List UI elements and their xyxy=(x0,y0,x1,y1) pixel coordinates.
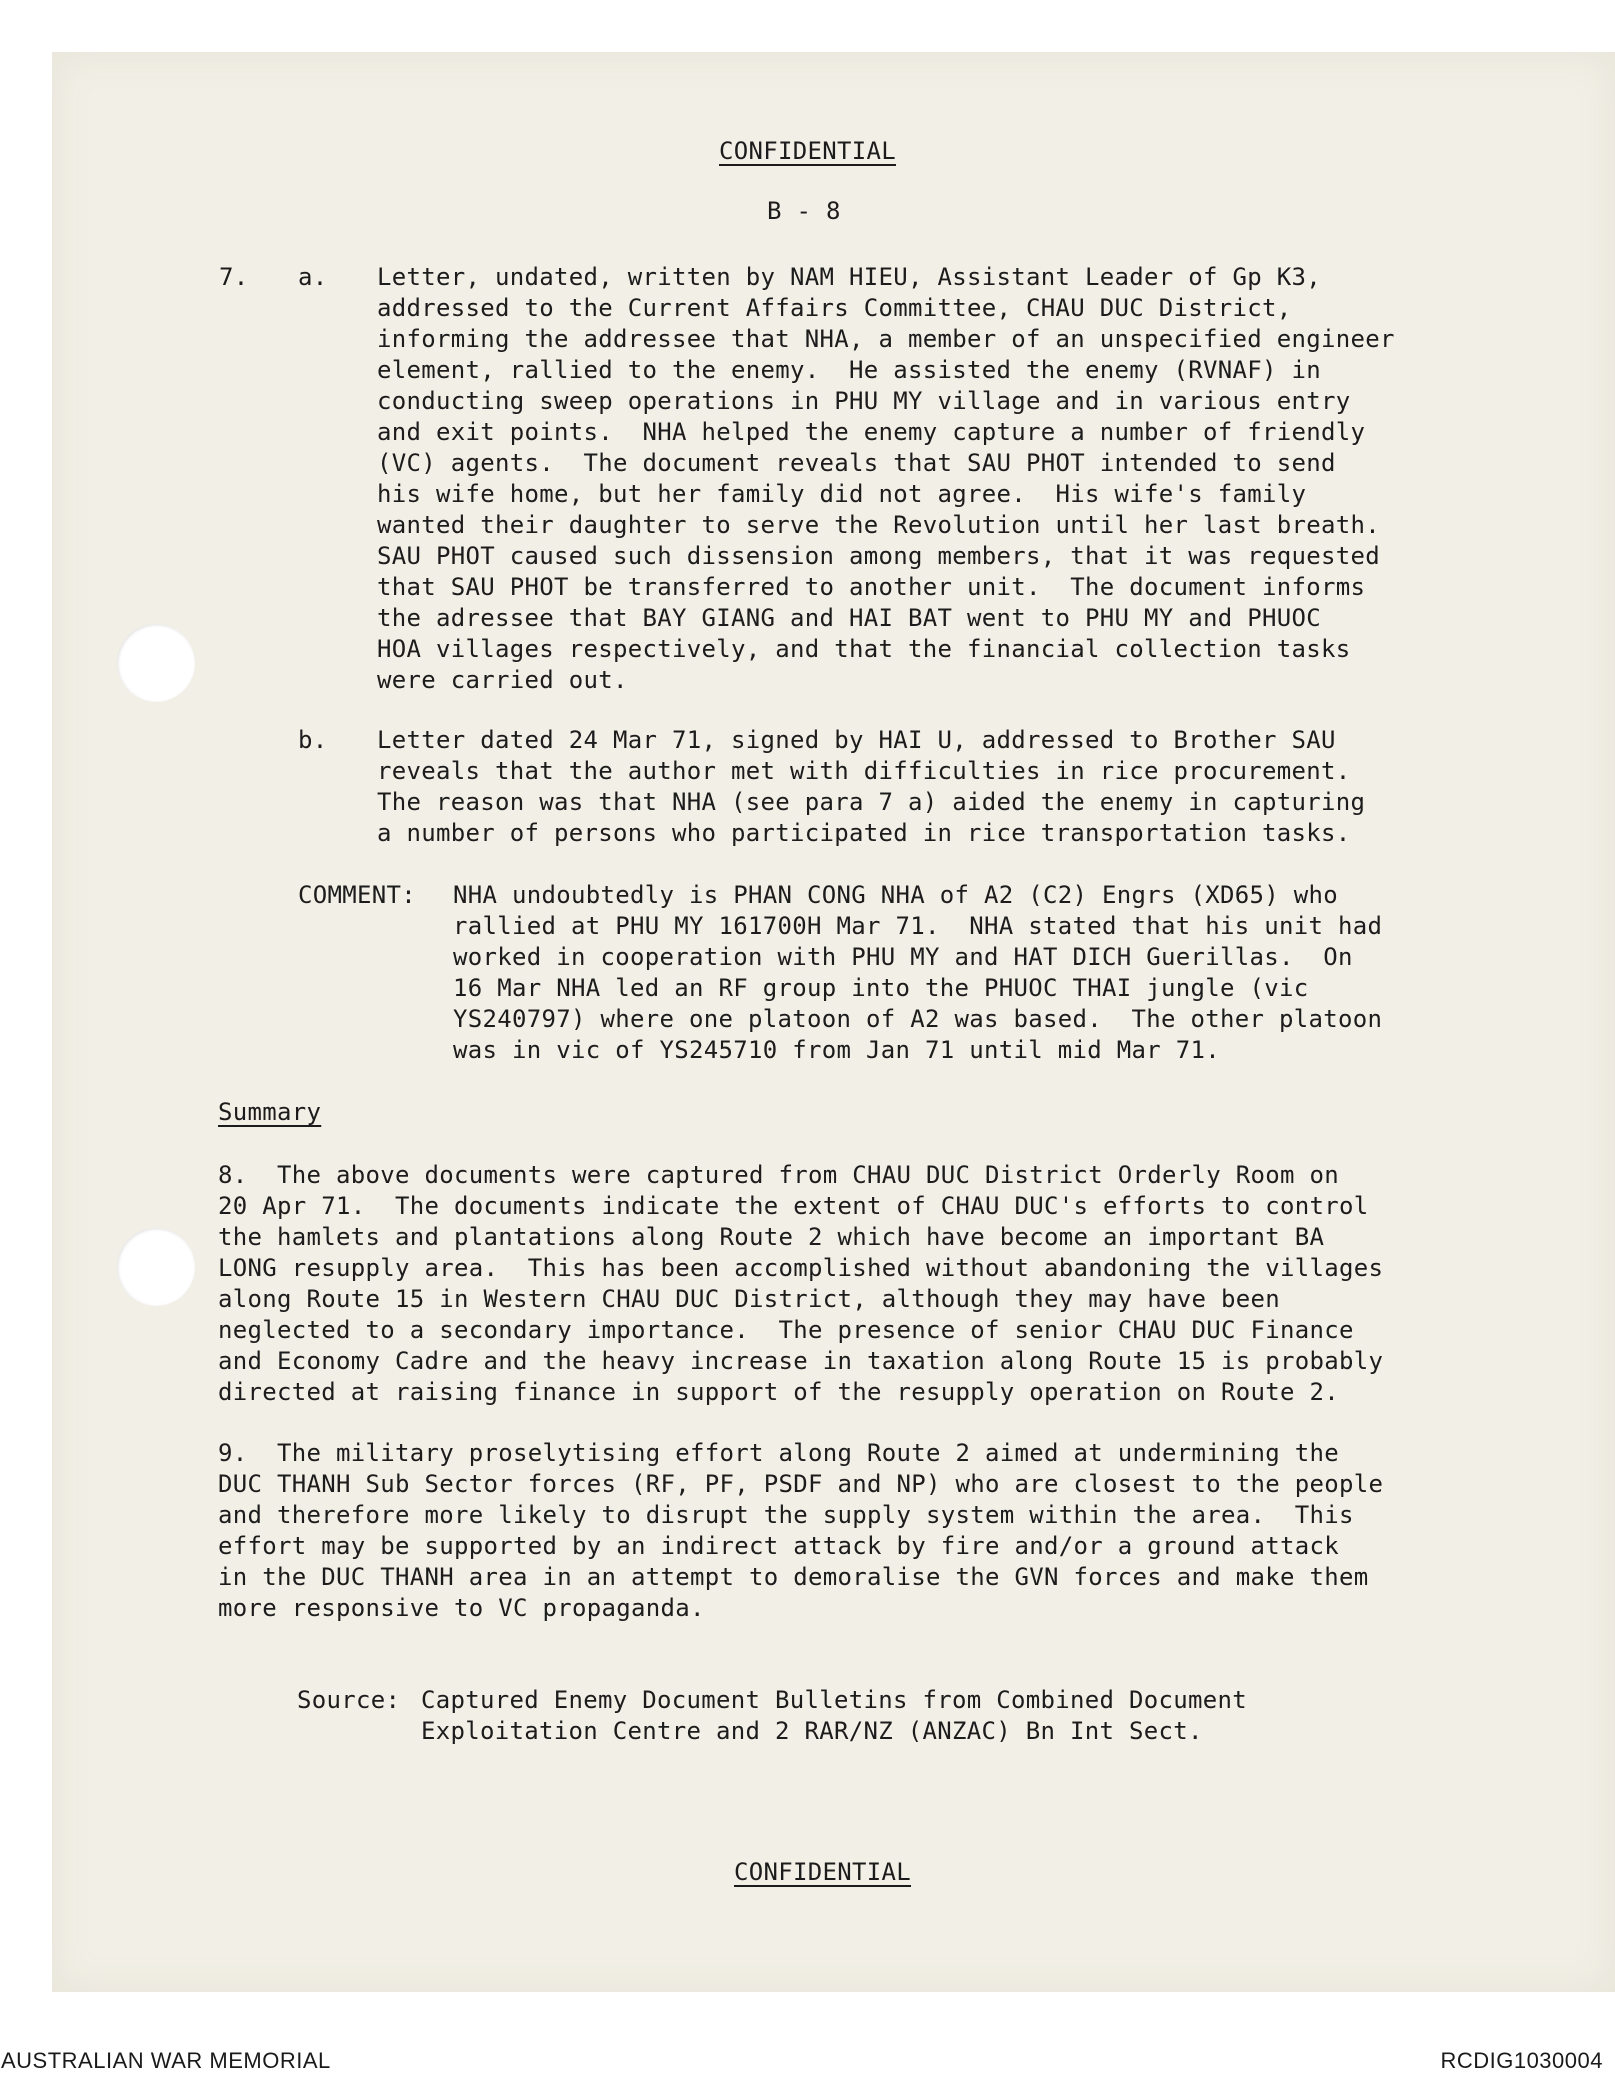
para8-line: directed at raising finance in support of the resupply operation on Route 2. xyxy=(218,1378,1339,1406)
para8-line: along Route 15 in Western CHAU DUC District, although they may have been xyxy=(218,1285,1280,1313)
para7a-line: SAU PHOT caused such dissension among members, that it was requested xyxy=(377,542,1380,570)
para7a-line: element, rallied to the enemy. He assisted the enemy (RVNAF) in xyxy=(377,356,1321,384)
para7b-line: The reason was that NHA (see para 7 a) aided the enemy in capturing xyxy=(377,788,1366,816)
comment-line: worked in cooperation with PHU MY and HAT DICH Guerillas. On xyxy=(453,943,1353,971)
para7a-line: (VC) agents. The document reveals that SAU PHOT intended to send xyxy=(377,449,1336,477)
source-line: Exploitation Centre and 2 RAR/NZ (ANZAC) Bn Int Sect. xyxy=(421,1717,1203,1745)
para8-line: the hamlets and plantations along Route 2 which have become an important BA xyxy=(218,1223,1325,1251)
para7a-line: Letter, undated, written by NAM HIEU, Assistant Leader of Gp K3, xyxy=(377,263,1321,291)
para7a-line: informing the addressee that NHA, a member of an unspecified engineer xyxy=(377,325,1395,353)
archive-id: RCDIG1030004 xyxy=(1440,2048,1603,2073)
comment-line: YS240797) where one platoon of A2 was based. The other platoon xyxy=(453,1005,1383,1033)
para7b-label: b. xyxy=(298,726,328,754)
comment-label: COMMENT: xyxy=(298,881,416,909)
para8-line: and Economy Cadre and the heavy increase in taxation along Route 15 is probably xyxy=(218,1347,1384,1375)
para7a-line: that SAU PHOT be transferred to another unit. The document informs xyxy=(377,573,1366,601)
para7b-line: a number of persons who participated in rice transportation tasks. xyxy=(377,819,1351,847)
para7a-line: and exit points. NHA helped the enemy capture a number of friendly xyxy=(377,418,1366,446)
para9-line: more responsive to VC propaganda. xyxy=(218,1594,705,1622)
para7a-label: a. xyxy=(298,263,328,291)
para9-line: DUC THANH Sub Sector forces (RF, PF, PSDF and NP) who are closest to the people xyxy=(218,1470,1384,1498)
comment-line: was in vic of YS245710 from Jan 71 until mid Mar 71. xyxy=(453,1036,1220,1064)
para7a-line: the adressee that BAY GIANG and HAI BAT went to PHU MY and PHUOC xyxy=(377,604,1321,632)
para7a-line: HOA villages respectively, and that the financial collection tasks xyxy=(377,635,1351,663)
para7a-line: were carried out. xyxy=(377,666,628,694)
para7b-line: reveals that the author met with difficulties in rice procurement. xyxy=(377,757,1351,785)
punch-hole-top xyxy=(117,624,195,702)
source-label: Source: xyxy=(297,1686,401,1714)
header-classification: CONFIDENTIAL xyxy=(719,137,896,165)
para8-line: 8. The above documents were captured from CHAU DUC District Orderly Room on xyxy=(218,1161,1339,1189)
para9-line: and therefore more likely to disrupt the supply system within the area. This xyxy=(218,1501,1354,1529)
para7-number: 7. xyxy=(219,263,249,291)
para8-line: 20 Apr 71. The documents indicate the extent of CHAU DUC's efforts to control xyxy=(218,1192,1369,1220)
archive-institution: AUSTRALIAN WAR MEMORIAL xyxy=(1,2048,331,2073)
comment-line: rallied at PHU MY 161700H Mar 71. NHA stated that his unit had xyxy=(453,912,1383,940)
para7b-line: Letter dated 24 Mar 71, signed by HAI U, addressed to Brother SAU xyxy=(377,726,1336,754)
para7a-line: wanted their daughter to serve the Revolution until her last breath. xyxy=(377,511,1380,539)
summary-heading: Summary xyxy=(218,1098,322,1126)
page-number: B - 8 xyxy=(767,197,841,225)
source-line: Captured Enemy Document Bulletins from Combined Document xyxy=(421,1686,1247,1714)
para7a-line: conducting sweep operations in PHU MY village and in various entry xyxy=(377,387,1351,415)
comment-line: NHA undoubtedly is PHAN CONG NHA of A2 (C2) Engrs (XD65) who xyxy=(453,881,1338,909)
para7a-line: addressed to the Current Affairs Committee, CHAU DUC District, xyxy=(377,294,1292,322)
para8-line: neglected to a secondary importance. The presence of senior CHAU DUC Finance xyxy=(218,1316,1354,1344)
comment-line: 16 Mar NHA led an RF group into the PHUOC THAI jungle (vic xyxy=(453,974,1309,1002)
para8-line: LONG resupply area. This has been accomplished without abandoning the villages xyxy=(218,1254,1384,1282)
punch-hole-bottom xyxy=(117,1228,195,1306)
para9-line: in the DUC THANH area in an attempt to demoralise the GVN forces and make them xyxy=(218,1563,1369,1591)
para9-line: 9. The military proselytising effort along Route 2 aimed at undermining the xyxy=(218,1439,1339,1467)
footer-classification: CONFIDENTIAL xyxy=(734,1858,911,1886)
para9-line: effort may be supported by an indirect attack by fire and/or a ground attack xyxy=(218,1532,1339,1560)
para7a-line: his wife home, but her family did not agree. His wife's family xyxy=(377,480,1307,508)
